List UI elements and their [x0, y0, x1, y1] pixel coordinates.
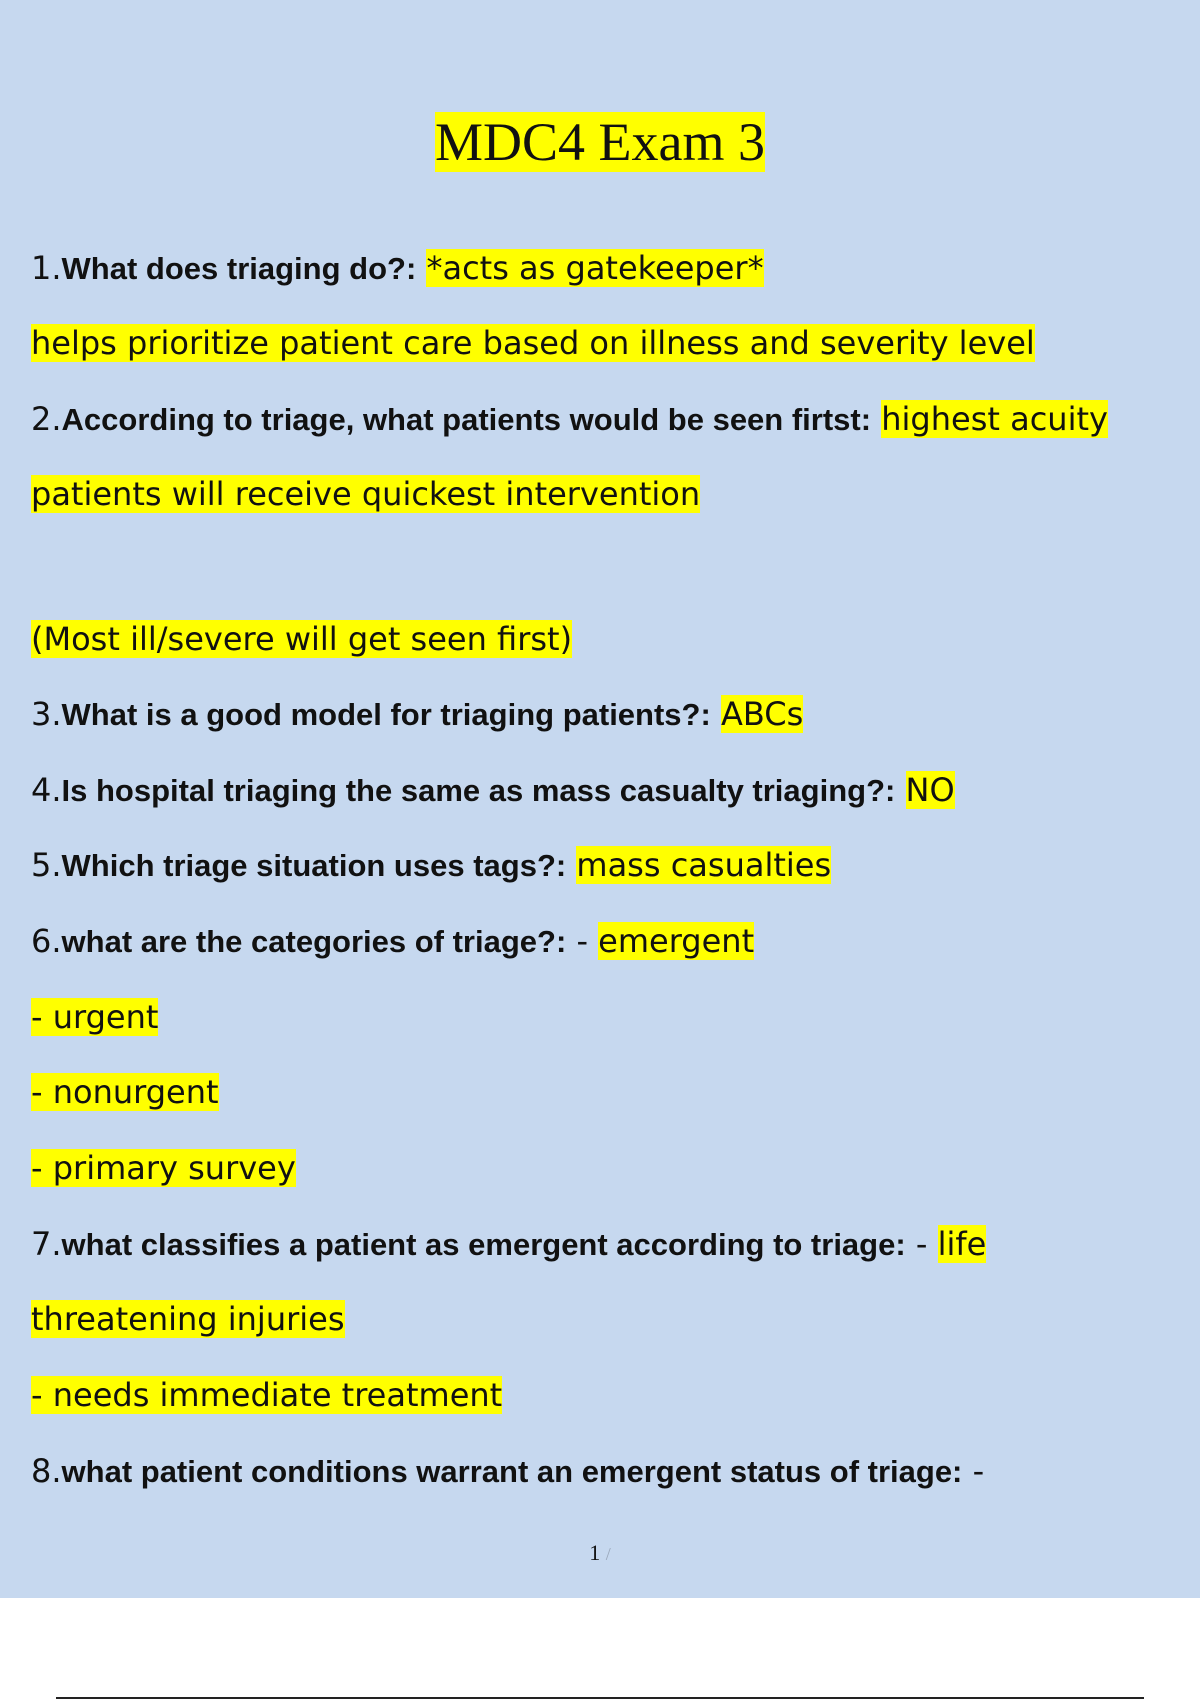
- answer-continuation-line: [31, 322, 1035, 364]
- answer-dash: -: [972, 1452, 985, 1490]
- answer-text: patients will receive quickest intervention: [31, 475, 701, 513]
- question-text: What is a good model for triaging patients?:: [61, 697, 711, 732]
- question-line-2: [31, 398, 1108, 441]
- page-number: [0, 1538, 1200, 1569]
- answer-text: NO: [905, 771, 955, 809]
- question-line-8: [31, 1450, 984, 1493]
- question-number: 5.: [31, 846, 62, 884]
- question-text: what patient conditions warrant an emergent status of triage:: [61, 1454, 963, 1489]
- answer-text: life: [937, 1225, 987, 1263]
- footer-divider: [56, 1697, 1144, 1699]
- answer-text: *acts as gatekeeper*: [426, 249, 764, 287]
- question-number: 7.: [31, 1225, 62, 1263]
- question-number: 1.: [31, 249, 62, 287]
- question-line-1: [31, 247, 764, 290]
- answer-text: - primary survey: [31, 1149, 296, 1187]
- page-number-separator: /: [605, 1544, 611, 1564]
- question-text: According to triage, what patients would be seen firtst:: [61, 402, 872, 437]
- question-line-6: [31, 920, 754, 963]
- answer-dash: -: [915, 1225, 928, 1263]
- answer-text: ABCs: [720, 695, 804, 733]
- answer-text: threatening injuries: [31, 1300, 345, 1338]
- answer-continuation-line: [31, 996, 158, 1038]
- question-number: 2.: [31, 400, 62, 438]
- answer-continuation-line: [31, 473, 700, 515]
- answer-text: (Most ill/severe will get seen first): [31, 620, 573, 658]
- question-number: 4.: [31, 771, 62, 809]
- document-title: [0, 110, 1200, 174]
- question-line-5: [31, 844, 831, 887]
- answer-text: - urgent: [31, 998, 159, 1036]
- question-line-3: [31, 693, 803, 736]
- question-text: Is hospital triaging the same as mass casualty triaging?:: [61, 773, 896, 808]
- answer-text: highest acuity: [881, 400, 1108, 438]
- question-text: Which triage situation uses tags?:: [61, 848, 567, 883]
- answer-continuation-line: [31, 1147, 296, 1189]
- question-number: 3.: [31, 695, 62, 733]
- question-line-7: [31, 1223, 986, 1266]
- question-text: what classifies a patient as emergent according to triage:: [61, 1227, 906, 1262]
- answer-continuation-line: [31, 1071, 219, 1113]
- answer-text: - nonurgent: [31, 1073, 219, 1111]
- question-line-4: [31, 769, 955, 812]
- answer-text: - needs immediate treatment: [31, 1376, 503, 1414]
- question-number: 6.: [31, 922, 62, 960]
- page-number-value: 1: [589, 1540, 601, 1565]
- document-title-text: MDC4 Exam 3: [435, 112, 765, 172]
- answer-continuation-line: [31, 618, 572, 660]
- question-text: what are the categories of triage?:: [61, 924, 567, 959]
- answer-continuation-line: [31, 1298, 345, 1340]
- question-number: 8.: [31, 1452, 62, 1490]
- answer-text: mass casualties: [576, 846, 832, 884]
- answer-dash: -: [576, 922, 588, 960]
- answer-continuation-line: [31, 1374, 502, 1416]
- question-text: What does triaging do?:: [61, 251, 417, 286]
- answer-text: emergent: [598, 922, 755, 960]
- answer-text: helps prioritize patient care based on illness and severity level: [31, 324, 1035, 362]
